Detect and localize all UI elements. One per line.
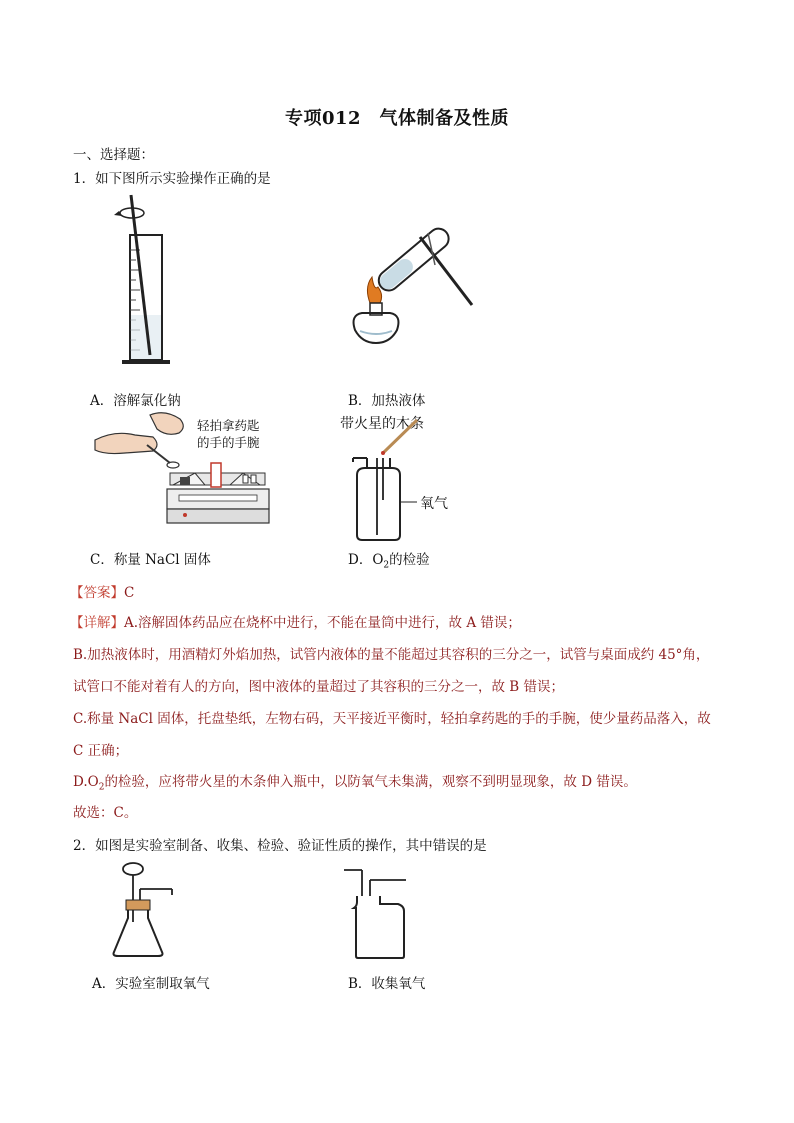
detail-label: 【详解】 [70, 615, 124, 631]
oxygen-generation-figure [110, 862, 190, 962]
detail-a-line [70, 611, 521, 631]
weighing-note-line-1: 轻拍拿药匙 [197, 418, 260, 433]
section-heading: 一、选择题： [73, 147, 154, 163]
question-2-stem: 2．如图是实验室制备、收集、检验、验证性质的操作，其中错误的是 [73, 838, 487, 854]
test-tube-heating-figure [340, 225, 480, 355]
answer-line [70, 581, 134, 601]
graduated-cylinder-figure [110, 195, 180, 375]
page-title: 专项012 气体制备及性质 [284, 108, 510, 129]
balance-weighing-figure [95, 415, 275, 545]
final-choice: 故选：C。 [73, 805, 138, 821]
detail-b-line-2: 试管口不能对着有人的方向，图中液体的量超过了其容积的三分之一，故 B 错误； [73, 679, 565, 695]
option-d-prefix: D．O [348, 552, 384, 568]
q2-option-a-caption: A．实验室制取氧气 [92, 976, 210, 992]
answer-value: C [124, 585, 135, 601]
option-c-caption: C．称量 NaCl 固体 [90, 552, 211, 568]
detail-d-prefix: D.O [73, 774, 99, 790]
option-b-caption: B．加热液体 [348, 393, 426, 409]
detail-d-suffix: 的检验，应将带火星的木条伸入瓶中，以防氧气未集满，观察不到明显现象，故 D 错误。 [104, 774, 637, 790]
detail-d-line [73, 770, 637, 793]
oxygen-label: 氧气 [420, 496, 448, 512]
splint-label: 带火星的木条 [340, 416, 424, 432]
option-a-caption: A．溶解氯化钠 [90, 393, 181, 409]
option-d-suffix: 的检验 [389, 552, 430, 568]
detail-a-text: A.溶解固体药品应在烧杯中进行，不能在量筒中进行，故 A 错误； [124, 615, 521, 631]
detail-c-line-2: C 正确； [73, 743, 129, 759]
option-d-caption [348, 548, 430, 571]
detail-c-line-1: C.称量 NaCl 固体，托盘垫纸，左物右码，天平接近平衡时，轻拍拿药匙的手的手腕，使少量药品落入，故 [73, 711, 711, 727]
detail-b-line-1: B.加热液体时，用酒精灯外焰加热，试管内液体的量不能超过其容积的三分之一，试管与桌面成约 45°角， [73, 647, 710, 663]
q2-option-b-caption: B．收集氧气 [348, 976, 426, 992]
detail-d-subscript: 2 [98, 782, 105, 793]
answer-label: 【答案】 [70, 585, 124, 601]
oxygen-test-figure [345, 440, 425, 545]
option-d-subscript: 2 [383, 560, 390, 571]
weighing-note-line-2: 的手的手腕 [197, 435, 260, 450]
oxygen-collection-figure [340, 866, 420, 961]
question-1-stem: 1．如下图所示实验操作正确的是 [73, 171, 271, 187]
